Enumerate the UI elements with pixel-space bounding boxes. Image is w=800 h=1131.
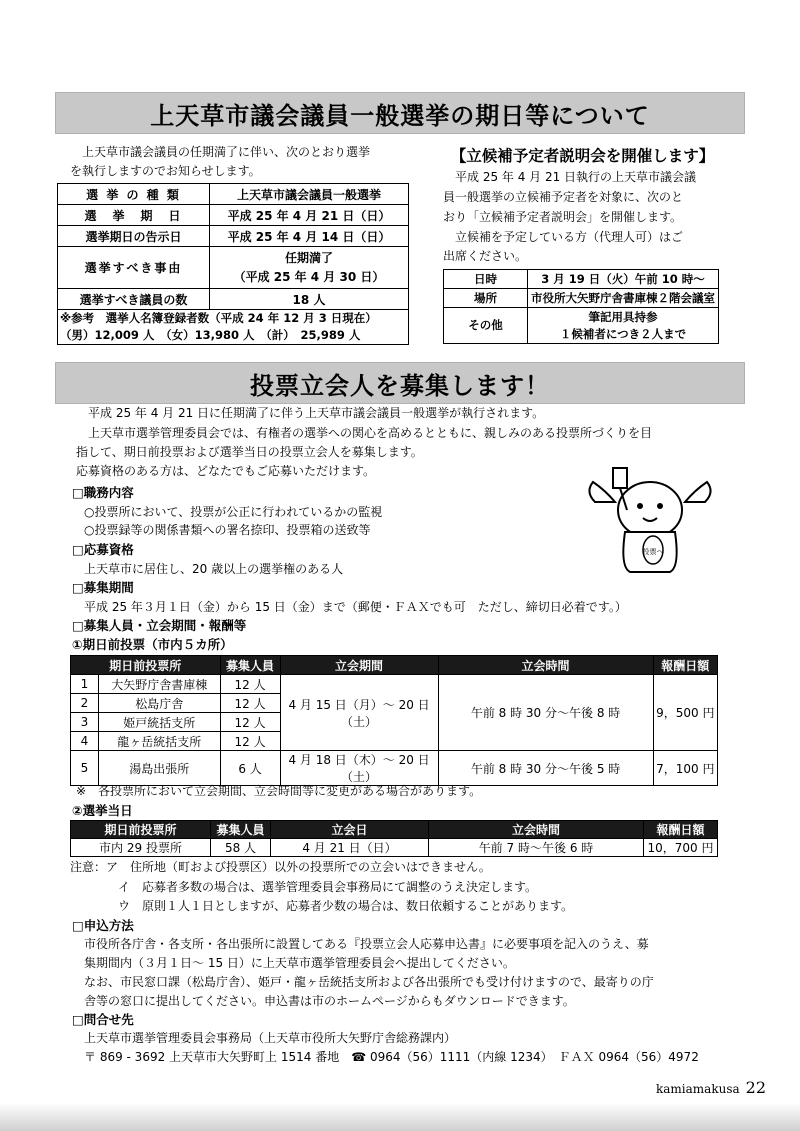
row-notice-value: 平成 25 年 4 月 14 日（日） xyxy=(210,226,409,247)
early-vote-note: ※ 各投票所において立会期間、立会時間等に変更がある場合があります。 xyxy=(76,784,482,798)
contact-2: 〒 869 - 3692 上天草市大矢野町上 1514 番地 ☎ 0964（56）1111（内線 1234） ＦＡＸ 0964（56）4972 xyxy=(84,1050,699,1064)
row-seats-value: 18 人 xyxy=(210,289,409,310)
voter-count-note xyxy=(58,310,409,345)
early-time-a: 午前 8 時 30 分～午後 8 時 xyxy=(438,675,653,751)
section2-intro-1: 平成 25 年 4 月 21 日に任期満了に伴う上天草市議会議員一般選挙が執行されます。 xyxy=(88,406,545,420)
early-row-1-num: 12 人 xyxy=(220,675,280,694)
duties-title: □職務内容 xyxy=(72,485,134,500)
row-reason-value-1: 任期満了 xyxy=(284,250,333,265)
early-pay-a: 9，500 円 xyxy=(653,675,717,751)
apply-3: なお、市民窓口課（松島庁舎）、姫戸・龍ヶ岳統括支所および各出張所でも受け付けますので、最寄りの庁 xyxy=(84,975,654,989)
early-header-period: 立会期間 xyxy=(280,656,438,675)
early-row-4-num: 12 人 xyxy=(220,732,280,751)
mascot-sign: 投票へ xyxy=(642,548,664,556)
row-type-label: 選 挙 の 種 類 xyxy=(58,184,210,205)
row-date-value: 平成 25 年 4 月 21 日（日） xyxy=(210,205,409,226)
briefing-other-value xyxy=(528,308,719,344)
duty-2: ○投票録等の関係書類への署名捺印、投票箱の送致等 xyxy=(84,523,371,537)
section2-intro-4: 応募資格のある方は、どなたでもご応募いただけます。 xyxy=(76,464,376,478)
early-row-5-no: 5 xyxy=(71,751,99,786)
section1-intro-2: を執行しますのでお知らせします。 xyxy=(70,164,261,178)
early-vote-title: ①期日前投票（市内５カ所） xyxy=(72,637,233,652)
note-u: ウ 原則１人１日としますが、応募者少数の場合は、数日依頼することがあります。 xyxy=(118,899,574,913)
section2-title: 投票立会人を募集します！ xyxy=(55,362,745,404)
section1-title: 上天草市議会議員一般選挙の期日等について xyxy=(55,92,745,134)
period-title: □募集期間 xyxy=(72,580,134,595)
early-row-1-place: 大矢野庁舎書庫棟 xyxy=(99,675,221,694)
early-header-place: 期日前投票所 xyxy=(71,656,221,675)
note-a: 注意：ア 住所地（町および投票区）以外の投票所での立会いはできません。 xyxy=(70,860,491,874)
row-reason-label: 選挙すべき事由 xyxy=(58,247,210,289)
footer-bar xyxy=(0,1103,800,1131)
briefing-text-4: 立候補を予定している方（代理人可）はご xyxy=(455,230,684,244)
day-place: 市内 29 投票所 xyxy=(71,839,211,857)
early-row-4-no: 4 xyxy=(71,732,99,751)
early-row-2-no: 2 xyxy=(71,694,99,713)
briefing-date-label: 日時 xyxy=(444,270,528,289)
contact-1: 上天草市選挙管理委員会事務局（上天草市役所大矢野庁舎総務課内） xyxy=(84,1031,457,1045)
briefing-other-value-2: １候補者につき２人まで xyxy=(559,326,687,341)
briefing-text-5: 出席ください。 xyxy=(443,249,528,263)
footer-brand: kamiamakusa xyxy=(655,1082,740,1096)
briefing-date-value: 3 月 19 日（火）午前 10 時～ xyxy=(528,270,719,289)
row-reason-value xyxy=(210,247,409,289)
day-num: 58 人 xyxy=(211,839,271,857)
day-header-date: 立会日 xyxy=(271,821,429,839)
early-row-3-no: 3 xyxy=(71,713,99,732)
day-header-num: 募集人員 xyxy=(211,821,271,839)
briefing-other-label: その他 xyxy=(444,308,528,344)
early-row-5-num: 6 人 xyxy=(220,751,280,786)
early-row-2-place: 松島庁舎 xyxy=(99,694,221,713)
day-date: 4 月 21 日（日） xyxy=(271,839,429,857)
early-header-time: 立会時間 xyxy=(438,656,653,675)
briefing-table xyxy=(443,269,719,344)
table-row xyxy=(71,839,718,857)
early-row-2-num: 12 人 xyxy=(220,694,280,713)
briefing-text-1: 平成 25 年 4 月 21 日執行の上天草市議会議 xyxy=(455,170,697,184)
early-period-b: 4 月 18 日（木）～ 20 日（土） xyxy=(280,751,438,786)
day-time: 午前 7 時～午後 6 時 xyxy=(429,839,644,857)
early-period-a: 4 月 15 日（月）～ 20 日（土） xyxy=(280,675,438,751)
qualification-title: □応募資格 xyxy=(72,542,134,557)
day-header-time: 立会時間 xyxy=(429,821,644,839)
page-number: 22 xyxy=(745,1078,766,1097)
early-row-4-place: 龍ヶ岳統括支所 xyxy=(99,732,221,751)
contact-title: □問合せ先 xyxy=(72,1012,134,1027)
section2-intro-2: 上天草市選挙管理委員会では、有権者の選挙への関心を高めるとともに、親しみのある投票所づくりを目 xyxy=(88,426,653,440)
early-vote-table xyxy=(70,655,718,786)
briefing-place-label: 場所 xyxy=(444,289,528,308)
briefing-text-3: おり「立候補予定者説明会」を開催します。 xyxy=(443,210,683,224)
apply-2: 集期間内（３月１日～ 15 日）に上天草市選挙管理委員会へ提出してください。 xyxy=(84,956,515,970)
day-header-pay: 報酬日額 xyxy=(644,821,718,839)
duty-1: ○投票所において、投票が公正に行われているかの監視 xyxy=(84,505,383,519)
early-pay-b: 7，100 円 xyxy=(653,751,717,786)
section1-intro-1: 上天草市議会議員の任期満了に伴い、次のとおり選挙 xyxy=(82,145,371,159)
note-i: イ 応募者多数の場合は、選挙管理委員会事務局にて調整のうえ決定します。 xyxy=(118,880,538,894)
table-row xyxy=(71,675,718,694)
early-row-3-num: 12 人 xyxy=(220,713,280,732)
row-type-value: 上天草市議会議員一般選挙 xyxy=(210,184,409,205)
voter-count-note-2: （男）12,009 人 （女）13,980 人 （計） 25,989 人 xyxy=(60,328,361,342)
row-seats-label: 選挙すべき議員の数 xyxy=(58,289,210,310)
row-notice-label: 選挙期日の告示日 xyxy=(58,226,210,247)
apply-title: □申込方法 xyxy=(72,918,134,933)
early-time-b: 午前 8 時 30 分～午後 5 時 xyxy=(438,751,653,786)
footer xyxy=(656,1078,766,1097)
period-text: 平成 25 年３月１日（金）から 15 日（金）まで（郵便・ＦＡＸでも可 ただし、締切日必着です。） xyxy=(84,600,627,614)
row-date-label: 選 挙 期 日 xyxy=(58,205,210,226)
election-day-title: ②選挙当日 xyxy=(72,803,133,818)
voter-count-note-1: ※参考 選挙人名簿登録者数（平成 24 年 12 月 3 日現在） xyxy=(60,311,377,325)
early-row-1-no: 1 xyxy=(71,675,99,694)
apply-4: 舎等の窓口に提出してください。申込書は市のホームページからもダウンロードできます。 xyxy=(84,994,575,1008)
briefing-place-value: 市役所大矢野庁舎書庫棟２階会議室 xyxy=(528,289,719,308)
qualification-text: 上天草市に居住し、20 歳以上の選挙権のある人 xyxy=(84,562,344,576)
recruit-title: □募集人員・立会期間・報酬等 xyxy=(72,618,247,633)
early-header-pay: 報酬日額 xyxy=(653,656,717,675)
election-day-table xyxy=(70,820,718,857)
briefing-title: 【立候補予定者説明会を開催します】 xyxy=(450,147,715,165)
early-row-5-place: 湯島出張所 xyxy=(99,751,221,786)
early-header-num: 募集人員 xyxy=(220,656,280,675)
section2-intro-3: 指して、期日前投票および選挙当日の投票立会人を募集します。 xyxy=(76,445,423,459)
briefing-text-2: 員一般選挙の立候補予定者を対象に、次のと xyxy=(443,190,684,204)
apply-1: 市役所各庁舎・各支所・各出張所に設置してある『投票立会人応募申込書』に必要事項を記入のうえ、募 xyxy=(84,937,649,951)
election-info-table xyxy=(57,183,409,345)
mascot-illustration xyxy=(585,462,715,577)
briefing-other-value-1: 筆記用具持参 xyxy=(588,309,658,324)
row-reason-value-2: （平成 25 年 4 月 30 日） xyxy=(233,269,385,284)
day-pay: 10，700 円 xyxy=(644,839,718,857)
day-header-place: 期日前投票所 xyxy=(71,821,211,839)
early-row-3-place: 姫戸統括支所 xyxy=(99,713,221,732)
table-row xyxy=(71,751,718,786)
